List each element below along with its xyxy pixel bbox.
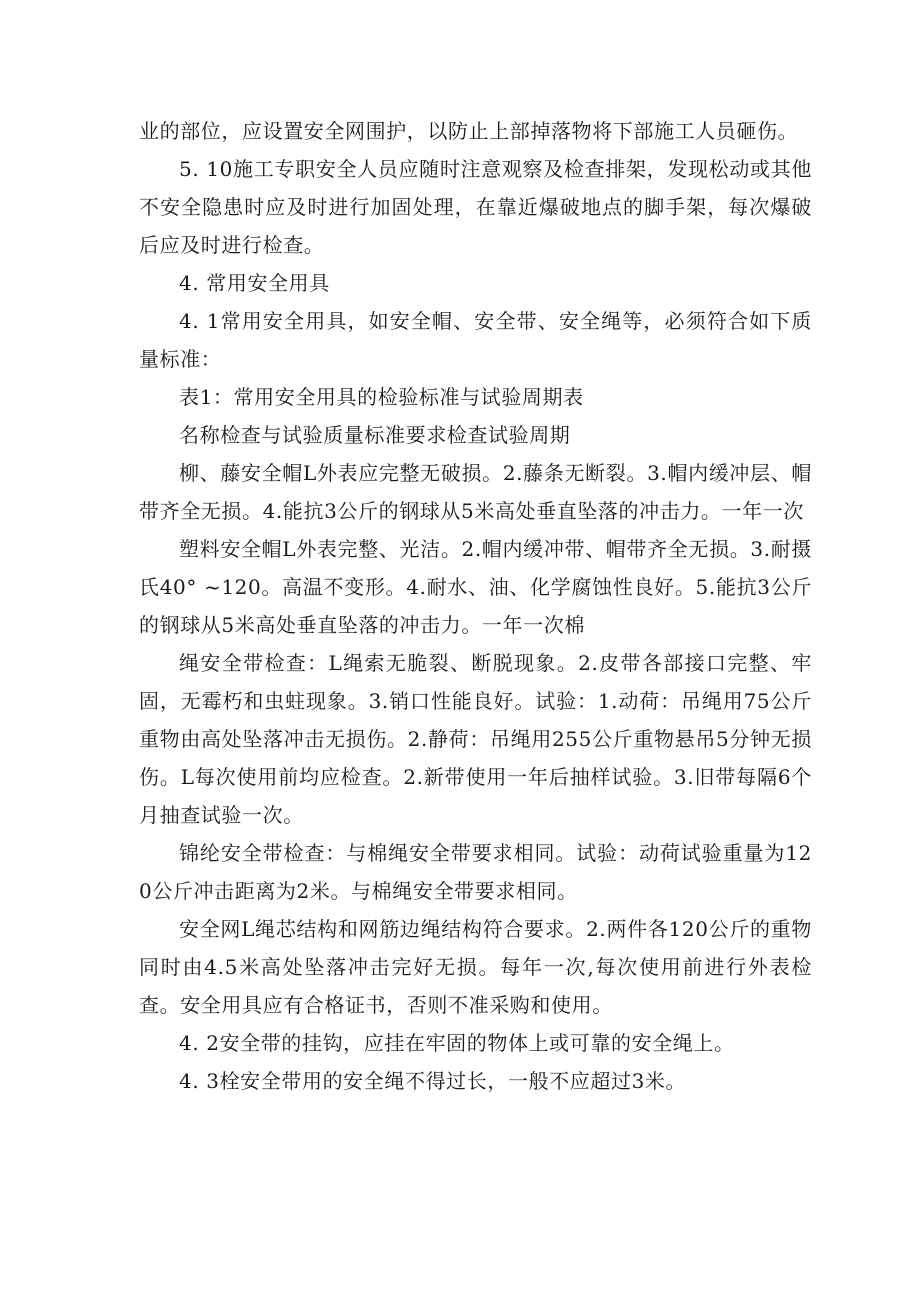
table-row-safety-net: 安全网L绳芯结构和网筋边绳结构符合要求。2.两件各120公斤的重物同时由4.5米高处坠落冲击完好无损。每年一次,每次使用前进行外表检查。安全用具应有合格证书，否则不准采购和使用。: [139, 917, 812, 1017]
table-row-nylon-belt: 锦纶安全带检查：与棉绳安全带要求相同。试验：动荷试验重量为120公斤冲击距离为2米。与棉绳安全带要求相同。: [139, 841, 812, 903]
paragraph-safety-net-continued: 业的部位，应设置安全网围护，以防止上部掉落物将下部施工人员砸伤。: [139, 119, 799, 143]
table-row-cotton-belt: 绳安全带检查：L绳索无脆裂、断脱现象。2.皮带各部接口完整、牢固，无霉朽和虫蛀现象。3.销口性能良好。试验：1.动荷：吊绳用75公斤重物由高处坠落冲击无损伤。2.静荷：吊绳用255公斤重物悬吊5分钟无损伤。L每次使用前均应检查。2.新带使用一年后抽样试验。3.旧带每隔6个月抽查试验一次。: [139, 651, 812, 827]
paragraph-4-1: 4. 1常用安全用具，如安全帽、安全带、安全绳等，必须符合如下质量标准：: [139, 309, 812, 371]
table-row-rattan-helmet: 柳、藤安全帽L外表应完整无破损。2.藤条无断裂。3.帽内缓冲层、帽带齐全无损。4.能抗3公斤的钢球从5米高处垂直坠落的冲击力。一年一次: [139, 461, 812, 523]
paragraph-5-10: 5. 10施工专职安全人员应随时注意观察及检查排架，发现松动或其他不安全隐患时应及时进行加固处理，在靠近爆破地点的脚手架，每次爆破后应及时进行检查。: [139, 157, 812, 257]
paragraph-4-2: 4. 2安全带的挂钩，应挂在牢固的物体上或可靠的安全绳上。: [179, 1031, 735, 1055]
table-header-row: 名称检查与试验质量标准要求检查试验周期: [179, 423, 571, 447]
table-row-plastic-helmet: 塑料安全帽L外表完整、光洁。2.帽内缓冲带、帽带齐全无损。3.耐摄氏40° ~120。高温不变形。4.耐水、油、化学腐蚀性良好。5.能抗3公斤的钢球从5米高处垂直坠落的冲击力。一年一次棉: [139, 537, 812, 637]
section-heading-4: 4. 常用安全用具: [179, 271, 330, 295]
paragraph-4-3: 4. 3栓安全带用的安全绳不得过长，一般不应超过3米。: [179, 1069, 687, 1093]
document-body: [139, 112, 812, 1100]
table-caption: 表1：常用安全用具的检验标准与试验周期表: [179, 385, 584, 409]
